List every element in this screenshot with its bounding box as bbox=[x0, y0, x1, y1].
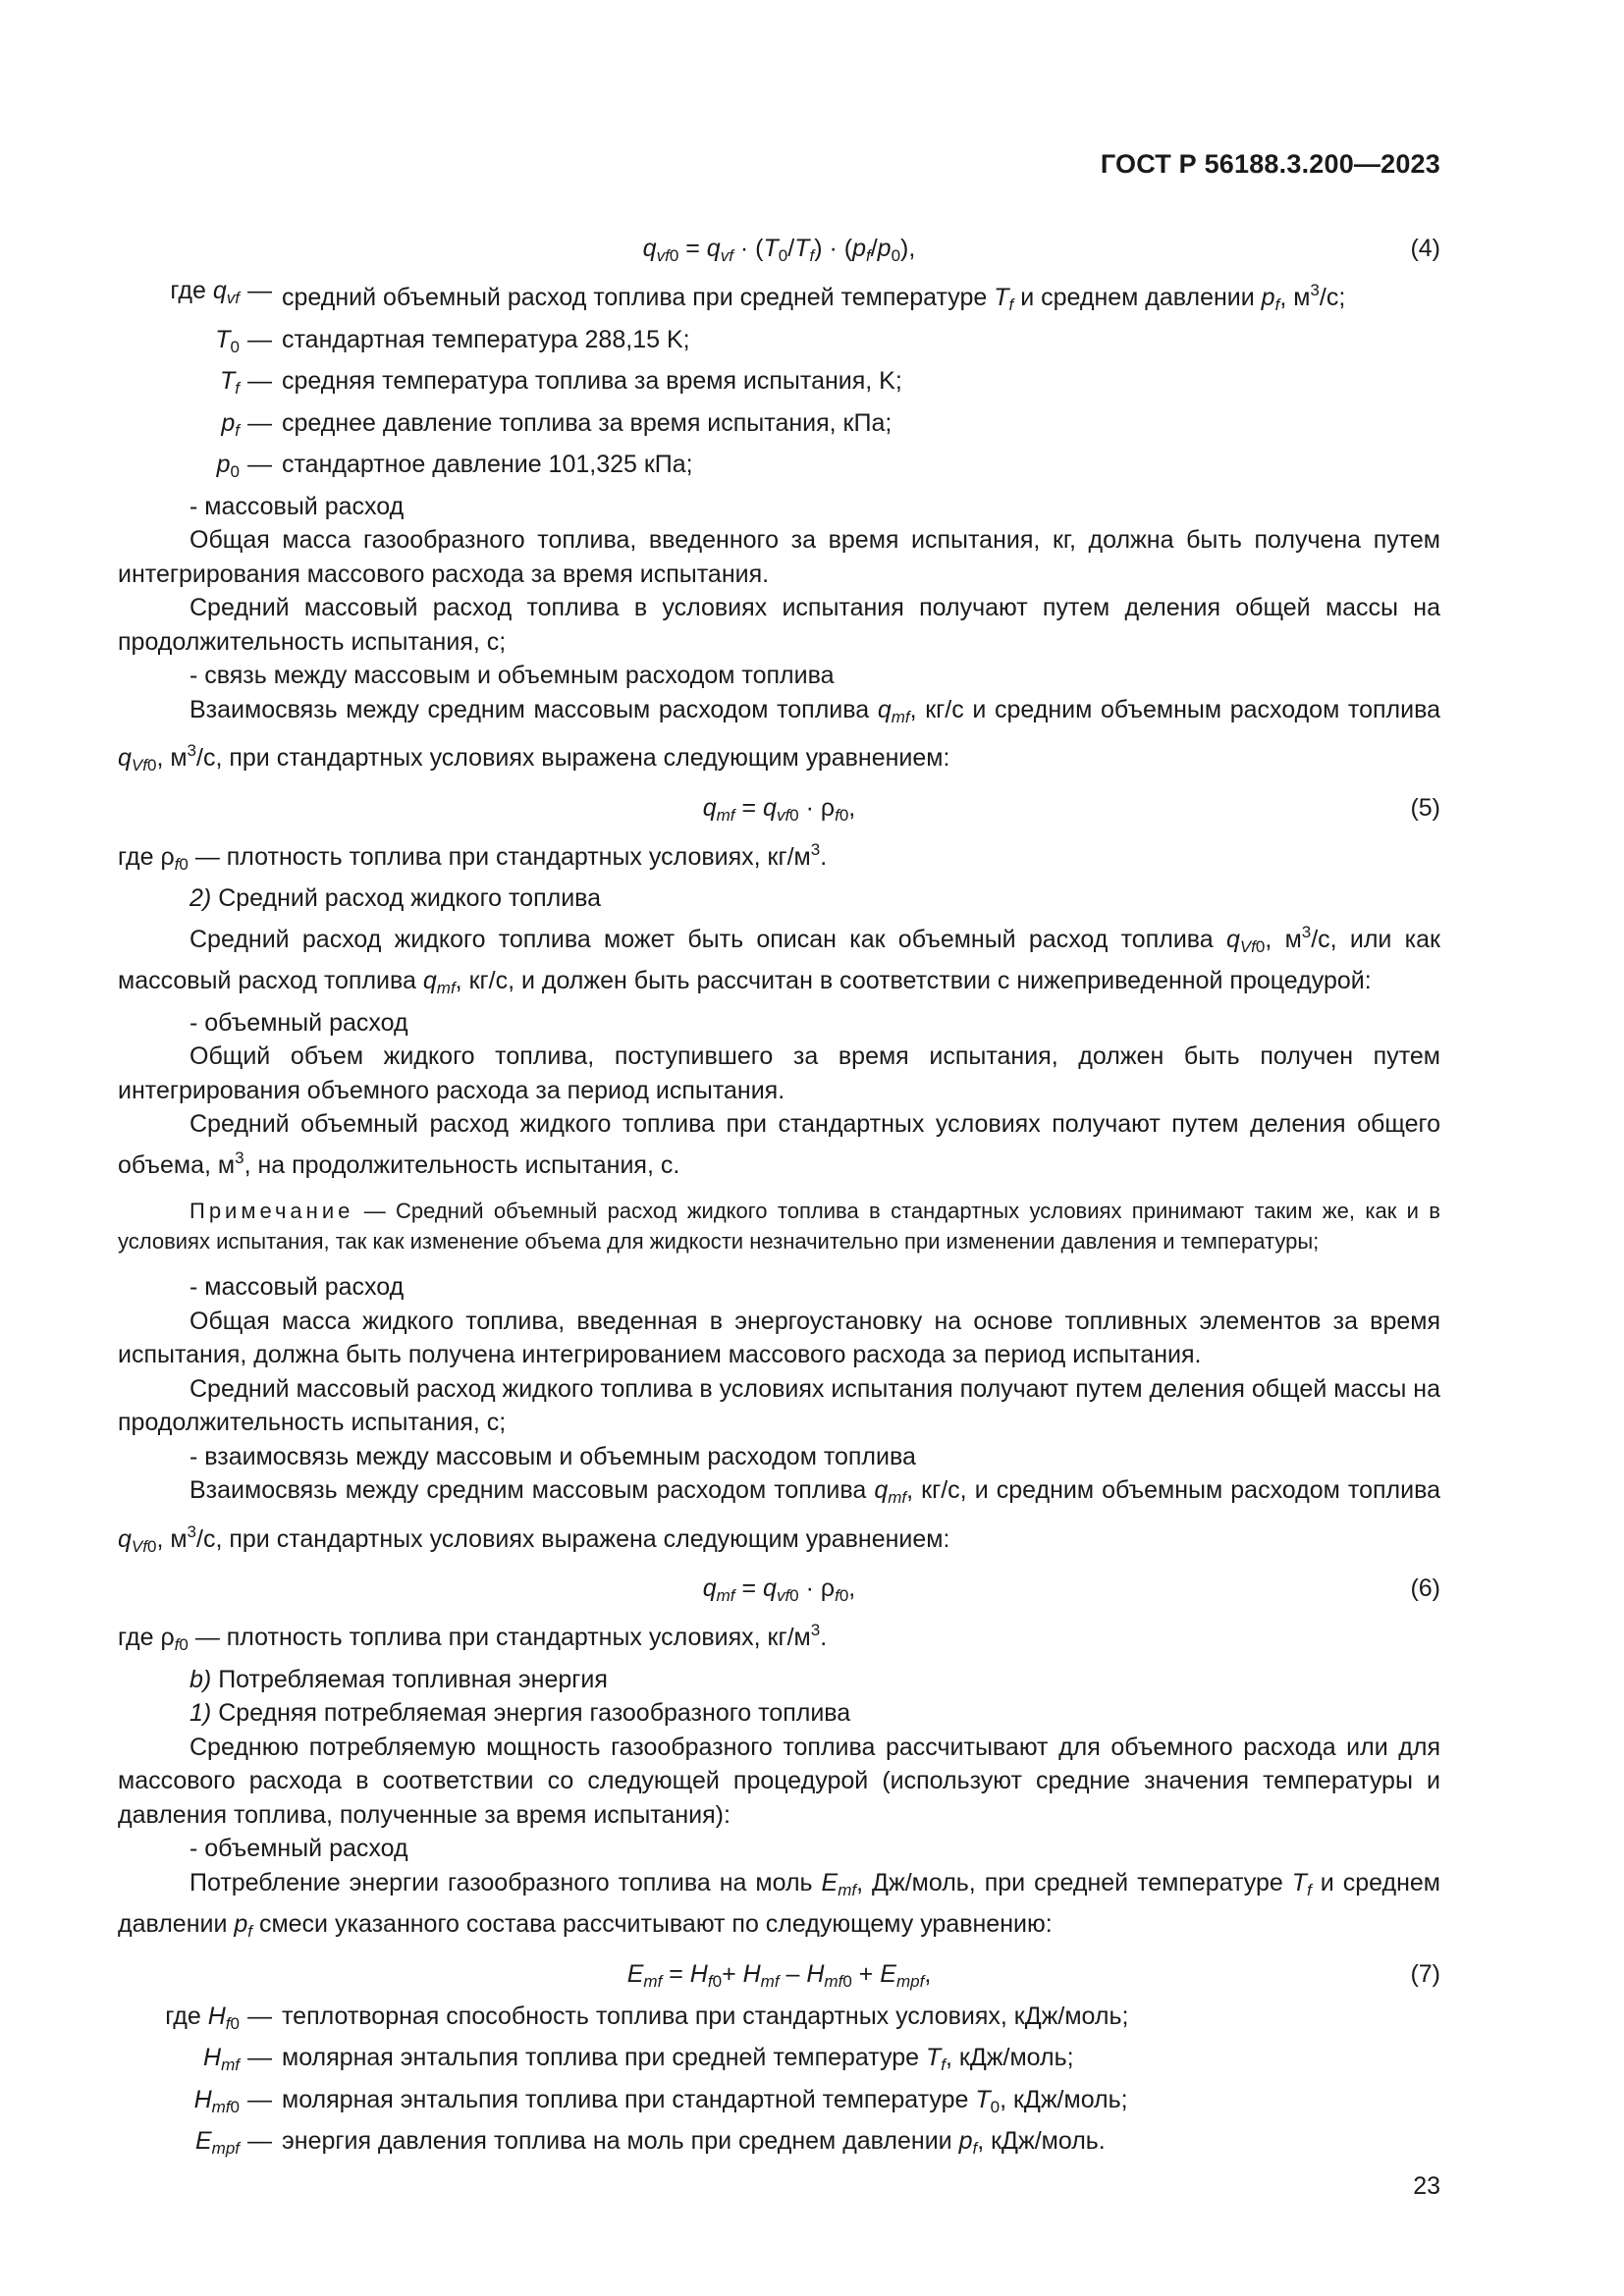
paragraph-9: Взаимосвязь между средним массовым расходом топлива $q_{mf}$, кг/с, и средним объемным расходом топлива $q_{Vf0}$, $м^3/с$, при стандартных условиях выражена следующим уравнением: bbox=[118, 1476, 1440, 1556]
equation-6 bbox=[118, 1564, 1440, 1614]
equation-4-formula: $q_{vf0} = q_{vf} \cdot (T_0/T_f) \cdot (p_f/p_0)$, bbox=[642, 235, 916, 265]
where-rho-1: где $\rho_{f0}$ — плотность топлива при стандартных условиях, $кг/м^3$. bbox=[118, 839, 828, 874]
equation-4-number: (4) bbox=[1410, 235, 1440, 262]
item-b1: 1) Средняя потребляемая энергия газообразного топлива bbox=[189, 1699, 851, 1727]
where-rho-2: где $\rho_{f0}$ — плотность топлива при стандартных условиях, $кг/м^3$. bbox=[118, 1621, 828, 1654]
paragraph-11: Потребление энергии газообразного топлива на моль $E_{mf}$, Дж/моль, при средней температуре $T_f$ и среднем давлении $p_f$ смеси указанного состава рассчитывают по следующему уравнению: bbox=[118, 1868, 1440, 1941]
paragraph-7: Общая масса жидкого топлива, введенная в энергоустановку на основе топливных элементов за время испытания, должна быть получена интегрированием массового расхода за период испытания. bbox=[118, 1307, 1440, 1368]
where-pf: $p_f$ — среднее давление топлива за время испытания, кПа; bbox=[221, 408, 893, 440]
page-content bbox=[118, 224, 1440, 2166]
where-p0: $p_0$ — стандартное давление 101,325 кПа; bbox=[216, 451, 693, 481]
paragraph-10: Среднюю потребляемую мощность газообразного топлива рассчитывают для объемного расхода или для массового расхода в соответствии со следующей процедурой (используют средние значения температуры и давления топлива, полученные за время испытания): bbox=[118, 1733, 1440, 1829]
paragraph-2: Средний массовый расход топлива в условиях испытания получают путем деления общей массы на продолжительность испытания, с; bbox=[118, 594, 1440, 656]
note-text: — Средний объемный расход жидкого топлива в стандартных условиях принимают таким же, как и в условиях испытания, так как изменение объема для жидкости незначительно при изменении давления и температуры; bbox=[118, 1199, 1440, 1254]
vol-flow-label-1: - объемный расход bbox=[189, 1008, 408, 1037]
where-Hf0: где $H_{f0}$ — теплотворная способность топлива при стандартных условиях, кДж/моль; bbox=[165, 2002, 1129, 2033]
equation-7 bbox=[118, 1949, 1440, 2000]
where-Tf: $T_f$ — средняя температура топлива за время испытания, K; bbox=[219, 367, 902, 398]
mass-flow-label: - массовый расход bbox=[189, 492, 405, 520]
equation-5 bbox=[118, 783, 1440, 833]
paragraph-8: Средний массовый расход жидкого топлива в условиях испытания получают путем деления общей массы на продолжительность испытания, с; bbox=[118, 1374, 1440, 1436]
paragraph-4: Средний расход жидкого топлива может быть описан как объемный расход топлива $q_{Vf0}$, $м^3/с$, или как массовый расход топлива $q_{mf}$, кг/с, и должен быть рассчитан в соответствии с нижеприведенной процедурой: bbox=[118, 922, 1440, 997]
page-number: 23 bbox=[1413, 2172, 1440, 2200]
where-qvf: где $q_{vf}$ — средний объемный расход топлива при средней температуре $T_f$ и среднем давлении $p_f$, $м^3/с$; bbox=[170, 277, 1346, 314]
where-T0: $T_0$ — стандартная температура 288,15 K; bbox=[215, 325, 690, 356]
where-Hmf0: $H_{mf0}$ — молярная энтальпия топлива при стандартной температуре $T_0$, кДж/моль; bbox=[193, 2085, 1128, 2116]
link-label-2: - взаимосвязь между массовым и объемным расходом топлива bbox=[189, 1442, 916, 1470]
item-2: 2) Средний расход жидкого топлива bbox=[189, 884, 602, 912]
equation-5-number: (5) bbox=[1410, 793, 1440, 822]
document-header: ГОСТ Р 56188.3.200—2023 bbox=[1100, 149, 1440, 179]
equation-5-formula: $q_{mf} = q_{vf0} \cdot \rho_{f0}$, bbox=[702, 793, 856, 825]
mass-flow-label-2: - массовый расход bbox=[189, 1273, 405, 1301]
note-label: Примечание bbox=[189, 1199, 354, 1223]
link-label-1: - связь между массовым и объемным расходом топлива bbox=[189, 662, 835, 689]
equation-6-formula: $q_{mf} = q_{vf0} \cdot \rho_{f0}$, bbox=[702, 1575, 856, 1605]
equation-6-number: (6) bbox=[1410, 1575, 1440, 1602]
paragraph-1: Общая масса газообразного топлива, введенного за время испытания, кг, должна быть получена путем интегрирования массового расхода за время испытания. bbox=[118, 526, 1440, 588]
equation-7-number: (7) bbox=[1410, 1959, 1440, 1988]
where-Empf: $E_{mpf}$ — энергия давления топлива на моль при среднем давлении $p_f$, кДж/моль. bbox=[194, 2127, 1106, 2158]
paragraph-6: Средний объемный расход жидкого топлива при стандартных условиях получают путем деления общего объема, $м^3$, на продолжительность испытания, с. bbox=[118, 1110, 1440, 1179]
vol-flow-label-2: - объемный расход bbox=[189, 1835, 408, 1862]
item-b: b) Потребляемая топливная энергия bbox=[189, 1665, 608, 1693]
note bbox=[118, 1196, 1440, 1256]
where-Hmf: $H_{mf}$ — молярная энтальпия топлива при средней температуре $T_f$, кДж/моль; bbox=[203, 2044, 1074, 2074]
paragraph-3: Взаимосвязь между средним массовым расходом топлива $q_{mf}$, кг/с и средним объемным расходом топлива $q_{Vf0}$, $м^3/с$, при стандартных условиях выражена следующим уравнением: bbox=[118, 695, 1440, 774]
paragraph-5: Общий объем жидкого топлива, поступившего за время испытания, должен быть получен путем интегрирования объемного расхода за период испытания. bbox=[118, 1042, 1440, 1104]
equation-4 bbox=[118, 224, 1440, 274]
equation-7-formula: $E_{mf} = H_{f0}+ H_{mf} - H_{mf0} + E_{mpf}$, bbox=[626, 1959, 932, 1991]
